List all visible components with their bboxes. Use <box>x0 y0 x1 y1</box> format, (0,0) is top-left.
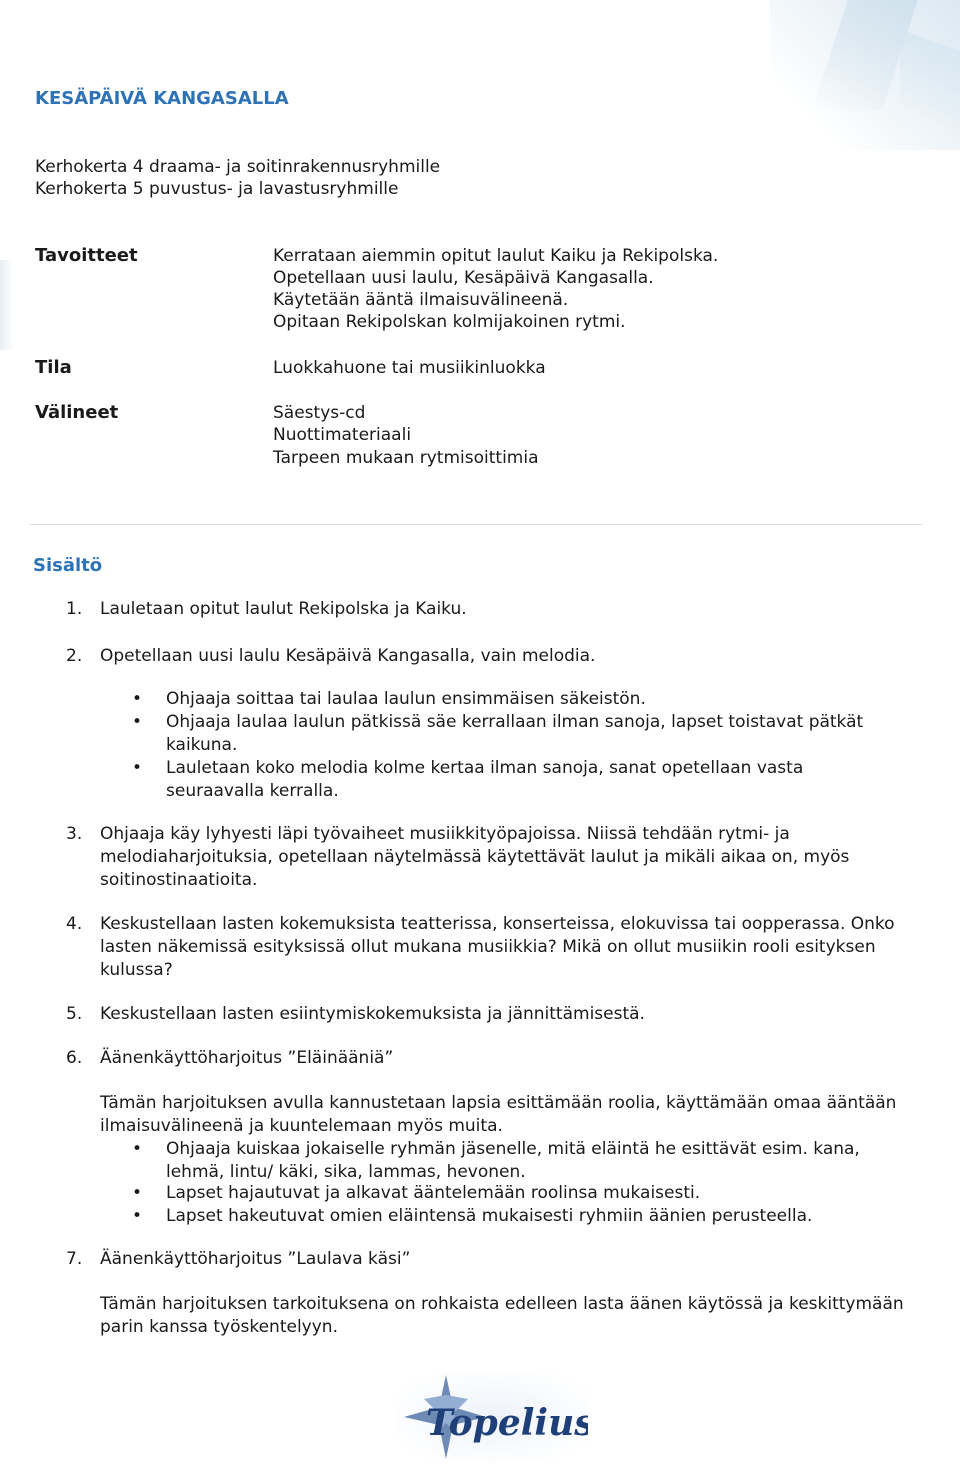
list-number: 7. <box>66 1249 83 1269</box>
list-item-text: Äänenkäyttöharjoitus ”Laulava käsi” <box>100 1249 411 1269</box>
tool-item: Tarpeen mukaan rytmisoittimia <box>273 448 539 468</box>
exercise-description: Tämän harjoituksen avulla kannustetaan lapsia esittämään roolia, käyttämään omaa ääntään ilmaisuvälineenä ja kuuntelemaan myös muita. <box>100 1093 897 1136</box>
list-number: 6. <box>66 1048 83 1068</box>
goal-item: Opitaan Rekipolskan kolmijakoinen rytmi. <box>273 312 626 332</box>
bullet-icon: • <box>132 1183 143 1203</box>
bullet-text: Ohjaaja laulaa laulun pätkissä säe kerrallaan ilman sanoja, lapset toistavat pätkät kaikuna. <box>166 712 864 755</box>
tool-item: Säestys-cd <box>273 403 366 423</box>
bullet-icon: • <box>132 712 143 732</box>
bullet-icon: • <box>132 1139 143 1159</box>
tools-label: Välineet <box>35 402 119 423</box>
bullet-icon: • <box>132 758 143 778</box>
exercise-description: Tämän harjoituksen tarkoituksena on rohkaista edelleen lasta äänen käytössä ja keskittymään parin kanssa työskentelyyn. <box>100 1294 904 1337</box>
tool-item: Nuottimateriaali <box>273 425 412 445</box>
list-number: 5. <box>66 1004 83 1024</box>
goal-item: Käytetään ääntä ilmaisuvälineenä. <box>273 290 569 310</box>
bullet-text: Lapset hakeutuvat omien eläintensä mukaisesti ryhmiin äänien perusteella. <box>166 1206 813 1226</box>
list-item-text: Keskustellaan lasten kokemuksista teatterissa, konserteissa, elokuvissa tai oopperassa. Onko lasten näkemissä esityksissä ollut mukana musiikkia? Mikä on ollut musiikin rooli esityksen kulussa? <box>100 914 895 980</box>
logo-text: Topelius <box>426 1402 588 1444</box>
goal-item: Opetellaan uusi laulu, Kesäpäivä Kangasalla. <box>273 268 654 288</box>
list-number: 4. <box>66 914 83 934</box>
list-item-text: Ohjaaja käy lyhyesti läpi työvaiheet musiikkityöpajoissa. Niissä tehdään rytmi- ja melodiaharjoituksia, opetellaan näytelmässä käytettävät laulut ja mikäli aikaa on, myös soitinostinaatioita. <box>100 824 850 890</box>
subtitle-line: Kerhokerta 5 puvustus- ja lavastusryhmille <box>35 179 399 199</box>
list-item-text: Äänenkäyttöharjoitus ”Eläinääniä” <box>100 1048 394 1068</box>
bullet-text: Lauletaan koko melodia kolme kertaa ilman sanoja, sanat opetellaan vasta seuraavalla kerralla. <box>166 758 804 801</box>
goal-item: Kerrataan aiemmin opitut laulut Kaiku ja Rekipolska. <box>273 246 719 266</box>
bullet-text: Lapset hajautuvat ja alkavat ääntelemään roolinsa mukaisesti. <box>166 1183 701 1203</box>
list-item-text: Lauletaan opitut laulut Rekipolska ja Kaiku. <box>100 599 467 619</box>
content-heading: Sisältö <box>33 555 103 576</box>
bullet-icon: • <box>132 1206 143 1226</box>
section-divider <box>30 524 922 525</box>
space-label: Tila <box>35 357 72 378</box>
list-item-text: Keskustellaan lasten esiintymiskokemuksista ja jännittämisestä. <box>100 1004 645 1024</box>
goals-label: Tavoitteet <box>35 245 138 266</box>
bullet-text: Ohjaaja soittaa tai laulaa laulun ensimmäisen säkeistön. <box>166 689 646 709</box>
subtitle-line: Kerhokerta 4 draama- ja soitinrakennusryhmille <box>35 157 441 177</box>
topelius-logo <box>398 1373 588 1461</box>
space-value: Luokkahuone tai musiikinluokka <box>273 358 546 378</box>
list-item-text: Opetellaan uusi laulu Kesäpäivä Kangasalla, vain melodia. <box>100 646 596 666</box>
bullet-text: Ohjaaja kuiskaa jokaiselle ryhmän jäsenelle, mitä eläintä he esittävät esim. kana, lehmä, lintu/ käki, sika, lammas, hevonen. <box>166 1139 860 1182</box>
list-number: 3. <box>66 824 83 844</box>
list-number: 1. <box>66 599 83 619</box>
document-title: KESÄPÄIVÄ KANGASALLA <box>35 88 289 109</box>
bullet-icon: • <box>132 689 143 709</box>
left-edge-decoration <box>0 260 14 350</box>
list-number: 2. <box>66 646 83 666</box>
